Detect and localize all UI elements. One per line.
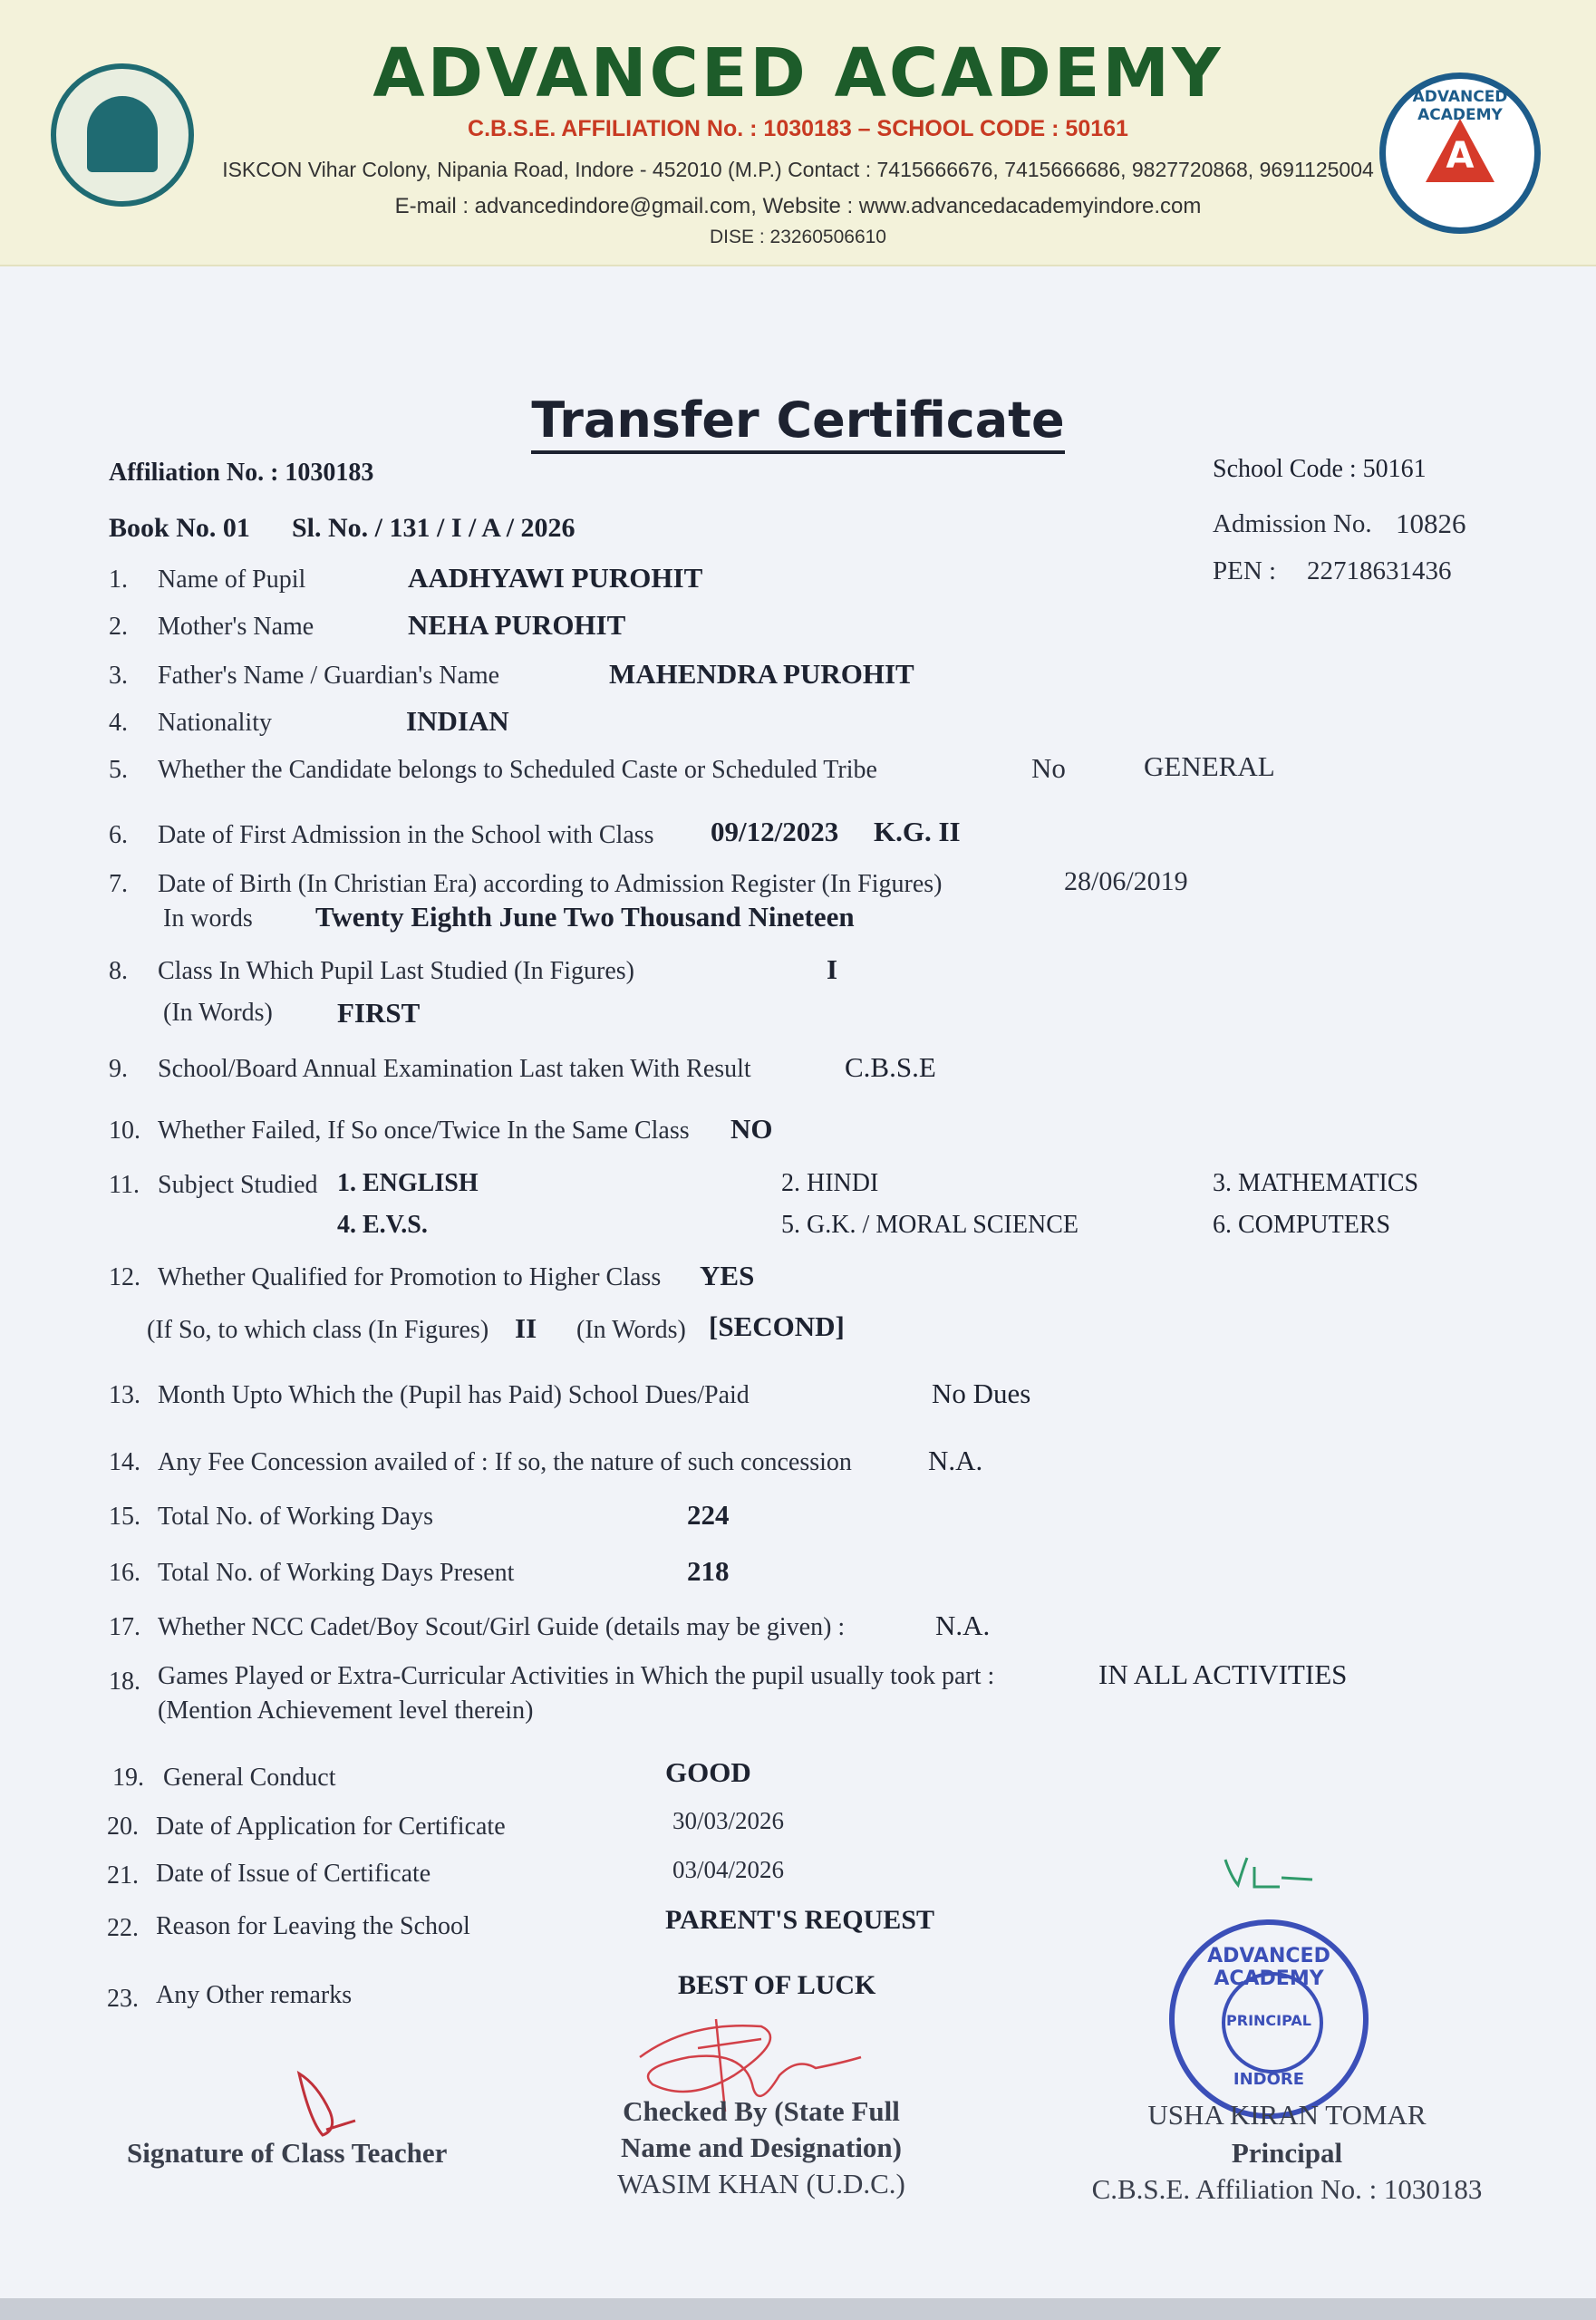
failed-value: NO: [730, 1113, 773, 1145]
nationality: INDIAN: [406, 705, 509, 737]
field-1-no: 1.: [109, 566, 128, 594]
field-8-no: 8.: [109, 957, 128, 985]
field-13-no: 13.: [109, 1381, 140, 1409]
subject-item: 3. MATHEMATICS: [1213, 1169, 1419, 1197]
field-1-label: Name of Pupil: [158, 566, 306, 594]
school-code: School Code : 50161: [1213, 455, 1427, 483]
principal-name: USHA KIRAN TOMAR: [1147, 2099, 1427, 2131]
field-8-label: Class In Which Pupil Last Studied (In Figures): [158, 957, 634, 985]
field-22-no: 22.: [107, 1914, 139, 1942]
field-21-label: Date of Issue of Certificate: [156, 1860, 431, 1888]
principal-initials-icon: [1225, 1858, 1312, 1887]
field-17-no: 17.: [109, 1613, 140, 1641]
field-10-no: 10.: [109, 1116, 140, 1145]
field-12-no: 12.: [109, 1263, 140, 1291]
promotion-words-label: (In Words): [576, 1316, 686, 1344]
field-5-no: 5.: [109, 756, 128, 784]
school-name: ADVANCED ACADEMY: [372, 34, 1224, 112]
father-name: MAHENDRA PUROHIT: [609, 658, 914, 690]
last-class-words: FIRST: [337, 997, 421, 1029]
field-18-label: Games Played or Extra-Curricular Activities in Which the pupil usually took part :: [158, 1662, 995, 1690]
subject-item: 5. G.K. / MORAL SCIENCE: [781, 1211, 1079, 1239]
pupil-name: AADHYAWI PUROHIT: [408, 562, 703, 594]
email-website-line: E-mail : advancedindore@gmail.com, Website : www.advancedacademyindore.com: [394, 194, 1202, 218]
field-9-label: School/Board Annual Examination Last taken With Result: [158, 1055, 751, 1083]
field-20-no: 20.: [107, 1812, 139, 1841]
principal-title: Principal: [1231, 2137, 1343, 2169]
promotion-class-figures: II: [515, 1312, 537, 1344]
general-conduct: GOOD: [665, 1756, 751, 1788]
field-15-no: 15.: [109, 1503, 140, 1531]
working-days: 224: [687, 1499, 730, 1531]
dise-line: DISE : 23260506610: [710, 227, 886, 247]
field-6-no: 6.: [109, 821, 128, 849]
field-22-label: Reason for Leaving the School: [156, 1912, 470, 1940]
checker-signature-icon: [640, 2025, 861, 2096]
principal-stamp-icon: [1169, 1919, 1369, 2119]
field-2-label: Mother's Name: [158, 613, 314, 641]
field-18-sub: (Mention Achievement level therein): [158, 1696, 534, 1725]
subject-item: 4. E.V.S.: [337, 1211, 428, 1239]
field-3-no: 3.: [109, 662, 128, 690]
exam-result: C.B.S.E: [845, 1051, 936, 1083]
field-10-label: Whether Failed, If So once/Twice In the Same Class: [158, 1116, 690, 1145]
affiliation-no: Affiliation No. : 1030183: [109, 459, 374, 487]
subject-item: 1. ENGLISH: [337, 1169, 479, 1197]
promotion-class-label: (If So, to which class (In Figures): [147, 1316, 489, 1344]
admission-label: Admission No.: [1213, 509, 1372, 538]
days-present: 218: [687, 1555, 730, 1587]
dob-words-label: In words: [163, 904, 253, 933]
field-20-label: Date of Application for Certificate: [156, 1812, 506, 1841]
stamp-middle-text: PRINCIPAL: [1226, 2012, 1311, 2029]
promotion-class-words: [SECOND]: [709, 1310, 845, 1342]
field-4-label: Nationality: [158, 709, 272, 737]
first-admission-date: 09/12/2023: [711, 816, 839, 847]
page-edge: [0, 2298, 1596, 2320]
field-23-no: 23.: [107, 1985, 139, 2013]
field-15-label: Total No. of Working Days: [158, 1503, 434, 1531]
dob-words: Twenty Eighth June Two Thousand Nineteen: [315, 901, 855, 933]
serial-no: Sl. No. / 131 / I / A / 2026: [292, 513, 576, 543]
subject-item: 2. HINDI: [781, 1169, 879, 1197]
field-11-no: 11.: [109, 1171, 140, 1199]
field-7-label: Date of Birth (In Christian Era) according to Admission Register (In Figures): [158, 870, 943, 898]
stamp-top-text: ADVANCED ACADEMY: [1207, 1945, 1330, 1990]
academy-emblem-letter: A: [1446, 135, 1475, 177]
address-line: ISKCON Vihar Colony, Nipania Road, Indore - 452010 (M.P.) Contact : 7415666676, 7415666686, 9827720868, 9691125004: [222, 158, 1374, 181]
field-19-label: General Conduct: [163, 1764, 336, 1792]
field-13-label: Month Upto Which the (Pupil has Paid) School Dues/Paid: [158, 1381, 750, 1409]
dues-value: No Dues: [932, 1378, 1031, 1409]
field-9-no: 9.: [109, 1055, 128, 1083]
admission-value: 10826: [1396, 508, 1466, 539]
field-23-label: Any Other remarks: [156, 1981, 353, 2009]
class-teacher-signature-label: Signature of Class Teacher: [127, 2137, 448, 2169]
field-17-label: Whether NCC Cadet/Boy Scout/Girl Guide (details may be given) :: [158, 1613, 846, 1641]
field-5-label: Whether the Candidate belongs to Scheduled Caste or Scheduled Tribe: [158, 756, 877, 784]
field-3-label: Father's Name / Guardian's Name: [158, 662, 500, 690]
checked-by-line-1: Checked By (State Full: [623, 2095, 900, 2127]
mother-name: NEHA PUROHIT: [408, 609, 626, 641]
principal-affiliation: C.B.S.E. Affiliation No. : 1030183: [1091, 2173, 1483, 2205]
field-16-label: Total No. of Working Days Present: [158, 1559, 515, 1587]
activities-value: IN ALL ACTIVITIES: [1098, 1658, 1348, 1690]
pen-value: 22718631436: [1307, 556, 1452, 585]
ncc-value: N.A.: [935, 1610, 991, 1641]
academy-emblem-text: ADVANCED ACADEMY: [1412, 88, 1508, 124]
teacher-signature-icon: [299, 2074, 355, 2135]
field-18-no: 18.: [109, 1668, 140, 1696]
field-14-label: Any Fee Concession availed of : If so, the nature of such concession: [158, 1448, 852, 1476]
checked-by-line-2: Name and Designation): [620, 2132, 902, 2163]
subject-item: 6. COMPUTERS: [1213, 1211, 1391, 1239]
field-16-no: 16.: [109, 1559, 140, 1587]
checker-name: WASIM KHAN (U.D.C.): [617, 2168, 905, 2199]
promotion-value: YES: [700, 1260, 755, 1291]
sc-st-value: No: [1031, 752, 1066, 784]
pen-label: PEN :: [1213, 556, 1277, 585]
application-date: 30/03/2026: [672, 1807, 785, 1834]
dob-figures: 28/06/2019: [1064, 866, 1188, 896]
field-11-label: Subject Studied: [158, 1171, 318, 1199]
first-admission-class: K.G. II: [874, 816, 961, 847]
stamp-bottom-text: INDORE: [1233, 2070, 1305, 2089]
leaving-reason: PARENT'S REQUEST: [665, 1905, 935, 1935]
fee-concession-value: N.A.: [928, 1445, 983, 1476]
field-21-no: 21.: [107, 1861, 139, 1890]
last-class-words-label: (In Words): [163, 999, 273, 1027]
other-remarks: BEST OF LUCK: [678, 1970, 876, 2000]
field-2-no: 2.: [109, 613, 128, 641]
affiliation-line: C.B.S.E. AFFILIATION No. : 1030183 – SCHOOL CODE : 50161: [468, 116, 1128, 141]
field-12-label: Whether Qualified for Promotion to Higher Class: [158, 1263, 662, 1291]
field-19-no: 19.: [112, 1764, 144, 1792]
field-14-no: 14.: [109, 1448, 140, 1476]
book-no: Book No. 01: [109, 513, 250, 543]
field-4-no: 4.: [109, 709, 128, 737]
issue-date: 03/04/2026: [672, 1856, 785, 1883]
last-class-figures: I: [827, 953, 838, 985]
field-7-no: 7.: [109, 870, 128, 898]
category-value: GENERAL: [1144, 750, 1275, 782]
page-title: Transfer Certificate: [0, 392, 1596, 449]
field-6-label: Date of First Admission in the School with Class: [158, 821, 654, 849]
